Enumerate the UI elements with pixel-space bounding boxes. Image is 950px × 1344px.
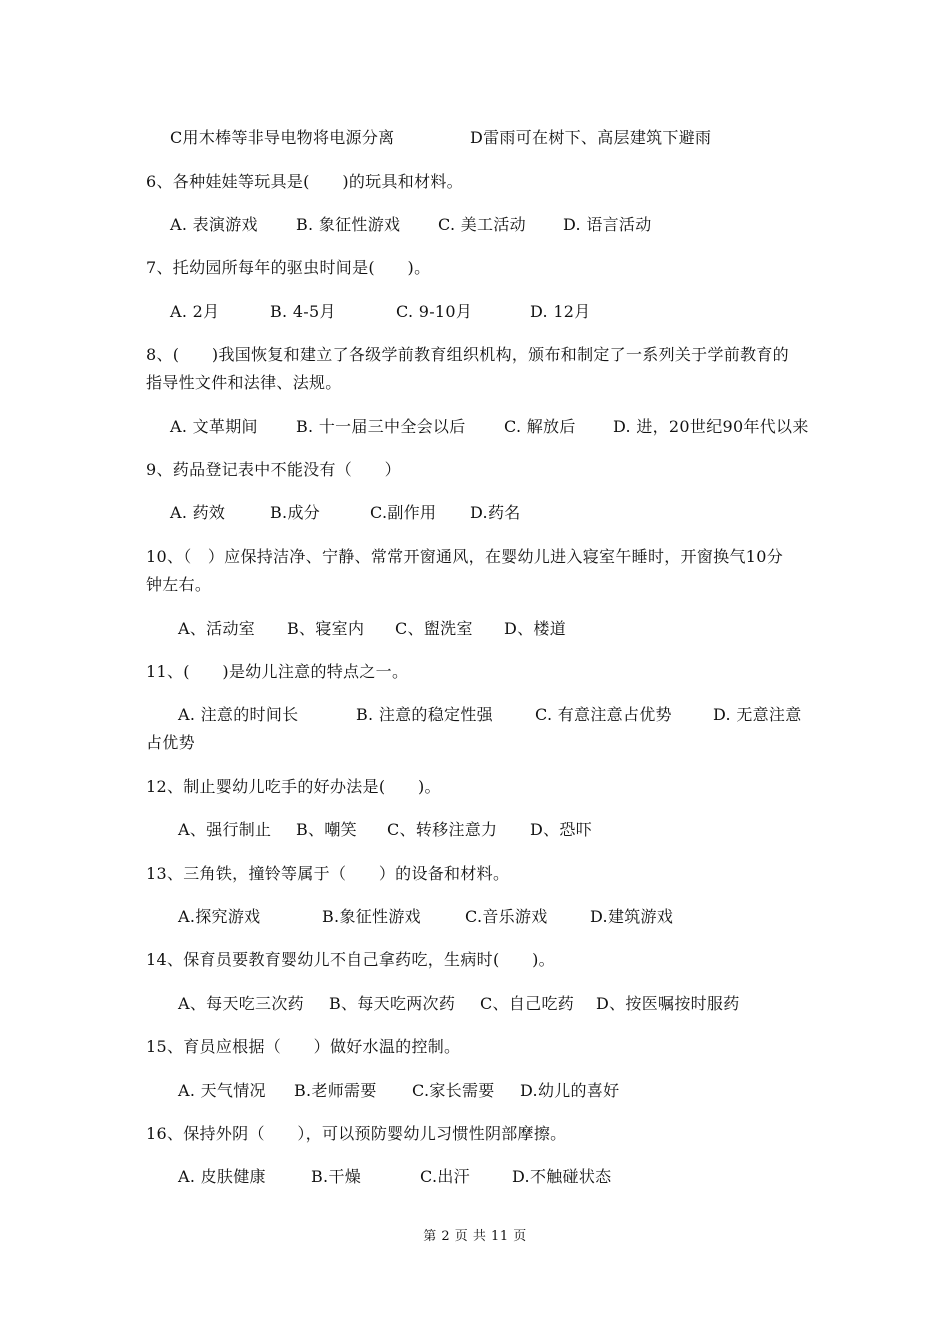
q7-stem: 7、托幼园所每年的驱虫时间是( )。 [146,258,431,277]
q12-option-d: D、恐吓 [530,820,593,839]
q6-stem: 6、各种娃娃等玩具是( )的玩具和材料。 [146,172,463,191]
q6-option-d: D. 语言活动 [563,215,652,234]
q9-option-a: A. 药效 [170,503,226,522]
q14-option-d: D、按医嘱按时服药 [596,994,740,1013]
q8-option-d: D. 进，20世纪90年代以来 [613,417,809,436]
q9-stem: 9、药品登记表中不能没有（ ） [146,460,401,479]
q15-option-b: B.老师需要 [294,1081,377,1100]
q15-option-c: C.家长需要 [412,1081,495,1100]
q7-option-c: C. 9-10月 [396,302,473,321]
q10-option-d: D、楼道 [504,619,567,638]
q15-option-d: D.幼儿的喜好 [520,1081,620,1100]
q8-option-b: B. 十一届三中全会以后 [296,417,466,436]
q7-option-b: B. 4-5月 [270,302,336,321]
page-number-footer: 第 2 页 共 11 页 [423,1229,527,1244]
q13-stem: 13、三角铁，撞铃等属于（ ）的设备和材料。 [146,864,510,883]
q14-option-a: A、每天吃三次药 [178,994,304,1013]
q13-option-c: C.音乐游戏 [465,907,548,926]
q13-option-b: B.象征性游戏 [322,907,421,926]
q5-option-c: C用木棒等非导电物将电源分离 [170,128,395,147]
q16-option-a: A. 皮肤健康 [178,1167,266,1186]
q16-option-c: C.出汗 [420,1167,470,1186]
q11-option-d-continuation: 占优势 [146,733,195,752]
q8-option-a: A. 文革期间 [170,417,258,436]
q6-option-c: C. 美工活动 [438,215,526,234]
q11-option-d: D. 无意注意 [713,705,802,724]
q15-stem: 15、育员应根据（ ）做好水温的控制。 [146,1037,461,1056]
q6-option-a: A. 表演游戏 [170,215,258,234]
q8-option-c: C. 解放后 [504,417,576,436]
q12-option-c: C、转移注意力 [387,820,498,839]
q14-stem: 14、保育员要教育婴幼儿不自己拿药吃，生病时( )。 [146,950,555,969]
q10-option-b: B、寝室内 [287,619,365,638]
q16-option-b: B.干燥 [311,1167,362,1186]
q10-stem-line2: 钟左右。 [146,575,212,594]
q13-option-d: D.建筑游戏 [590,907,674,926]
q10-stem-line1: 10、（ ）应保持洁净、宁静、常常开窗通风，在婴幼儿进入寝室午睡时，开窗换气10分 [146,547,784,566]
q13-option-a: A.探究游戏 [178,907,261,926]
q16-stem: 16、保持外阴（ ），可以预防婴幼儿习惯性阴部摩擦。 [146,1124,567,1143]
q9-option-b: B.成分 [270,503,321,522]
q10-option-a: A、活动室 [178,619,256,638]
q6-option-b: B. 象征性游戏 [296,215,401,234]
q12-option-a: A、强行制止 [178,820,272,839]
q11-stem: 11、( )是幼儿注意的特点之一。 [146,662,409,681]
q14-option-c: C、自己吃药 [480,994,575,1013]
q12-option-b: B、嘲笑 [296,820,357,839]
q11-option-b: B. 注意的稳定性强 [356,705,493,724]
q14-option-b: B、每天吃两次药 [329,994,456,1013]
q11-option-a: A. 注意的时间长 [178,705,299,724]
q11-option-c: C. 有意注意占优势 [535,705,672,724]
q8-stem-line2: 指导性文件和法律、法规。 [146,373,342,392]
q16-option-d: D.不触碰状态 [512,1167,612,1186]
q9-option-d: D.药名 [470,503,521,522]
q12-stem: 12、制止婴幼儿吃手的好办法是( )。 [146,777,441,796]
q15-option-a: A. 天气情况 [178,1081,266,1100]
q10-option-c: C、盥洗室 [395,619,473,638]
q9-option-c: C.副作用 [370,503,437,522]
q7-option-a: A. 2月 [170,302,220,321]
q5-option-d: D雷雨可在树下、高层建筑下避雨 [470,128,712,147]
q7-option-d: D. 12月 [530,302,591,321]
q8-stem-line1: 8、( )我国恢复和建立了各级学前教育组织机构，颁布和制定了一系列关于学前教育的 [146,345,789,364]
